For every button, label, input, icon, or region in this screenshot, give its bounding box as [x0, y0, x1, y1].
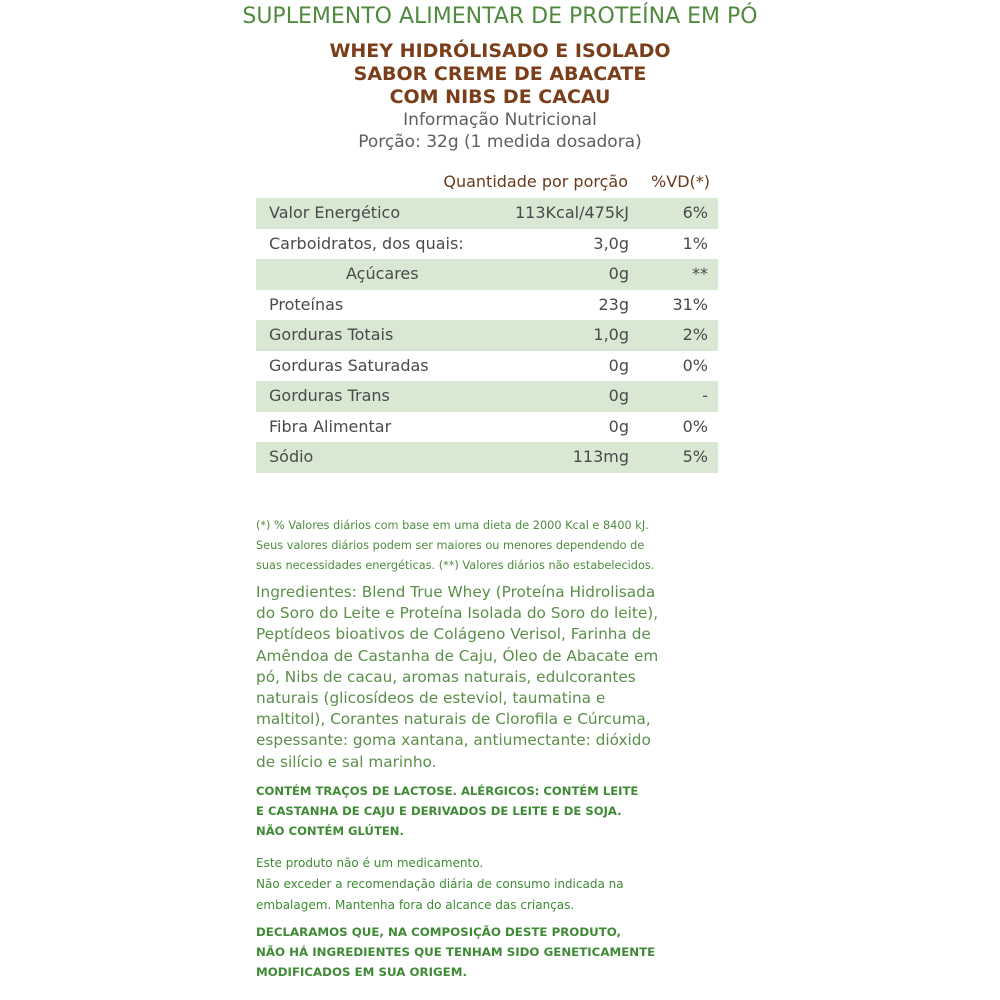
ingredients-line: do Soro do Leite e Proteína Isolada do Soro do leite),: [256, 604, 659, 623]
row-quantity: 0g: [608, 355, 629, 375]
table-row: [256, 229, 718, 260]
table-row: [256, 290, 718, 321]
declaration-line: DECLARAMOS QUE, NA COMPOSIÇÃO DESTE PRODUTO,: [256, 925, 622, 939]
table-header: [256, 168, 718, 198]
header-quantity: Quantidade por porção: [443, 172, 628, 191]
notice-line: Este produto não é um medicamento.: [256, 856, 484, 870]
portion-size: Porção: 32g (1 medida dosadora): [358, 132, 642, 152]
ingredients-list: [256, 582, 726, 773]
row-label: Gorduras Totais: [269, 325, 394, 344]
footnote-line: suas necessidades energéticas. (**) Valores diários não estabelecidos.: [256, 559, 655, 572]
declaration-line: MODIFICADOS EM SUA ORIGEM.: [256, 965, 467, 979]
table-row: [256, 412, 718, 443]
row-quantity: 23g: [598, 294, 629, 314]
table-row: [256, 381, 718, 412]
ingredients-line: espessante: goma xantana, antiumectante: dióxido: [256, 731, 651, 750]
notice-line: embalagem. Mantenha fora do alcance das crianças.: [256, 898, 575, 912]
table-row: [256, 259, 718, 290]
nutrition-table: [256, 168, 718, 473]
ingredients-line: Amêndoa de Castanha de Caju, Óleo de Abacate em: [256, 646, 659, 665]
row-quantity: 0g: [608, 264, 629, 283]
row-daily-value: 31%: [672, 294, 708, 314]
ingredients-line: de silício e sal marinho.: [256, 752, 437, 771]
row-daily-value: 0%: [682, 416, 708, 436]
footnote-line: (*) % Valores diários com base em uma dieta de 2000 Kcal e 8400 kJ.: [256, 519, 649, 532]
ingredients-line: Peptídeos bioativos de Colágeno Verisol, Farinha de: [256, 625, 651, 644]
row-quantity: 113Kcal/475kJ: [515, 203, 629, 222]
ingredients-line: pó, Nibs de cacau, aromas naturais, edulcorantes: [256, 667, 636, 686]
ingredients-line: Ingredientes: Blend True Whey (Proteína Hidrolisada: [256, 583, 656, 601]
row-daily-value: 1%: [682, 233, 708, 253]
table-row: [256, 320, 718, 351]
product-notice: [256, 853, 726, 916]
ingredients-line: maltitol), Corantes naturais de Clorofila e Cúrcuma,: [256, 710, 651, 729]
table-row: [256, 198, 718, 229]
daily-value-footnote: [256, 516, 720, 576]
row-label: Sódio: [269, 447, 314, 466]
allergen-line: E CASTANHA DE CAJU E DERIVADOS DE LEITE E DE SOJA.: [256, 804, 622, 818]
row-quantity: 0g: [608, 386, 629, 405]
row-quantity: 1,0g: [593, 325, 629, 344]
nutrition-info-title: Informação Nutricional: [403, 110, 597, 130]
row-daily-value: 6%: [682, 203, 708, 222]
gmo-declaration: [256, 922, 726, 982]
product-name-line-2: SABOR CREME DE ABACATE: [353, 63, 647, 85]
header-daily-value: %VD(*): [651, 172, 710, 191]
table-row: [256, 442, 718, 473]
row-label: Proteínas: [269, 294, 344, 314]
row-quantity: 113mg: [572, 447, 629, 466]
allergen-line: NÃO CONTÉM GLÚTEN.: [256, 824, 404, 838]
label-title: SUPLEMENTO ALIMENTAR DE PROTEÍNA EM PÓ: [242, 4, 758, 29]
table-row: [256, 351, 718, 382]
row-daily-value: -: [702, 386, 708, 405]
footnote-line: Seus valores diários podem ser maiores ou menores dependendo de: [256, 539, 645, 552]
row-quantity: 3,0g: [593, 233, 629, 253]
row-label: Gorduras Trans: [269, 386, 390, 405]
row-label: Gorduras Saturadas: [269, 355, 429, 375]
declaration-line: NÃO HÁ INGREDIENTES QUE TENHAM SIDO GENETICAMENTE: [256, 945, 656, 959]
row-daily-value: 0%: [682, 355, 708, 375]
product-name-line-1: WHEY HIDRÓLISADO E ISOLADO: [329, 40, 671, 62]
row-daily-value: 2%: [682, 325, 708, 344]
row-label: Valor Energético: [269, 203, 401, 222]
allergen-warning: [256, 781, 726, 841]
row-quantity: 0g: [608, 416, 629, 436]
row-daily-value: 5%: [682, 447, 708, 466]
row-label: Açúcares: [346, 264, 419, 283]
row-label: Fibra Alimentar: [269, 416, 392, 436]
allergen-line: CONTÉM TRAÇOS DE LACTOSE. ALÉRGICOS: CONTÉM LEITE: [256, 784, 639, 798]
ingredients-line: naturais (glicosídeos de esteviol, taumatina e: [256, 689, 606, 708]
notice-line: Não exceder a recomendação diária de consumo indicada na: [256, 877, 624, 891]
row-daily-value: **: [692, 264, 708, 283]
row-label: Carboidratos, dos quais:: [269, 233, 464, 253]
product-name-line-3: COM NIBS DE CACAU: [389, 86, 611, 108]
